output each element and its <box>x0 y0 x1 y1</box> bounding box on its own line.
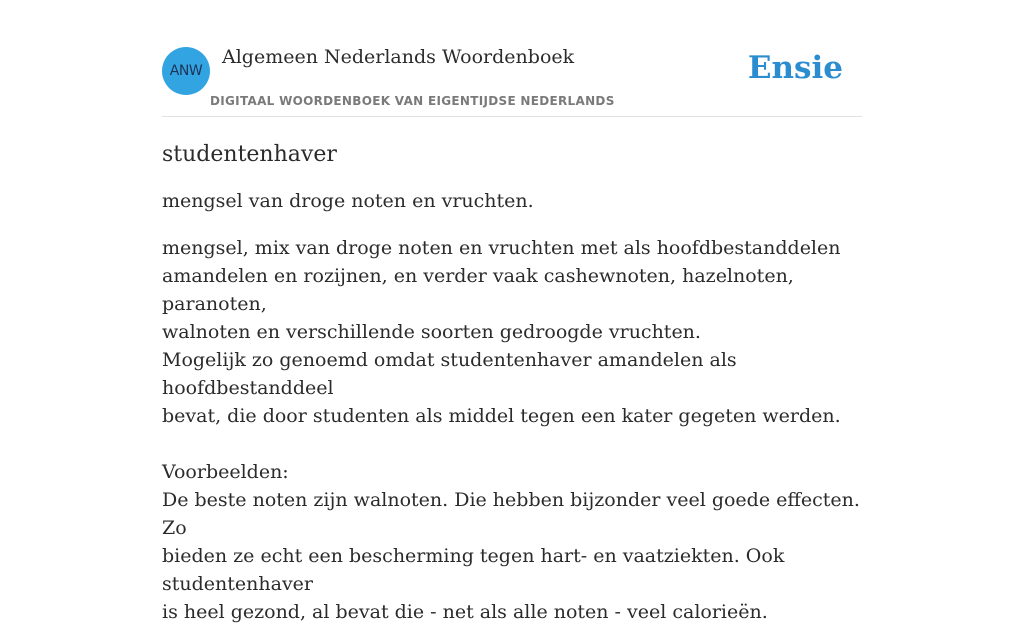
definition-line: mengsel, mix van droge noten en vruchten met als hoofdbestanddelen <box>162 237 841 259</box>
definition-line: Mogelijk zo genoemd omdat studentenhaver amandelen als hoofdbestanddeel <box>162 349 737 399</box>
examples-label: Voorbeelden: <box>162 461 289 483</box>
example-line: De beste noten zijn walnoten. Die hebben bijzonder veel goede effecten. Zo <box>162 489 860 539</box>
definition-line: bevat, die door studenten als middel tegen een kater gegeten werden. <box>162 405 841 427</box>
definition-line: amandelen en rozijnen, en verder vaak cashewnoten, hazelnoten, paranoten, <box>162 265 794 315</box>
site-header <box>162 40 862 117</box>
spacer <box>162 430 862 458</box>
entry-content <box>162 138 862 626</box>
headword: studentenhaver <box>162 142 337 167</box>
site-title[interactable]: Algemeen Nederlands Woordenboek <box>222 46 575 68</box>
example-line: bieden ze echt een bescherming tegen hart- en vaatziekten. Ook studentenhaver <box>162 545 785 595</box>
ensie-brand-logo[interactable]: Ensie <box>747 50 843 86</box>
long-definition <box>162 234 862 626</box>
short-definition: mengsel van droge noten en vruchten. <box>162 190 534 212</box>
site-subtitle: DIGITAAL WOORDENBOEK VAN EIGENTIJDSE NEDERLANDS <box>210 94 615 108</box>
anw-logo[interactable]: ANW <box>162 47 210 95</box>
definition-line: walnoten en verschillende soorten gedroogde vruchten. <box>162 321 701 343</box>
example-line: is heel gezond, al bevat die - net als alle noten - veel calorieën. <box>162 601 768 623</box>
